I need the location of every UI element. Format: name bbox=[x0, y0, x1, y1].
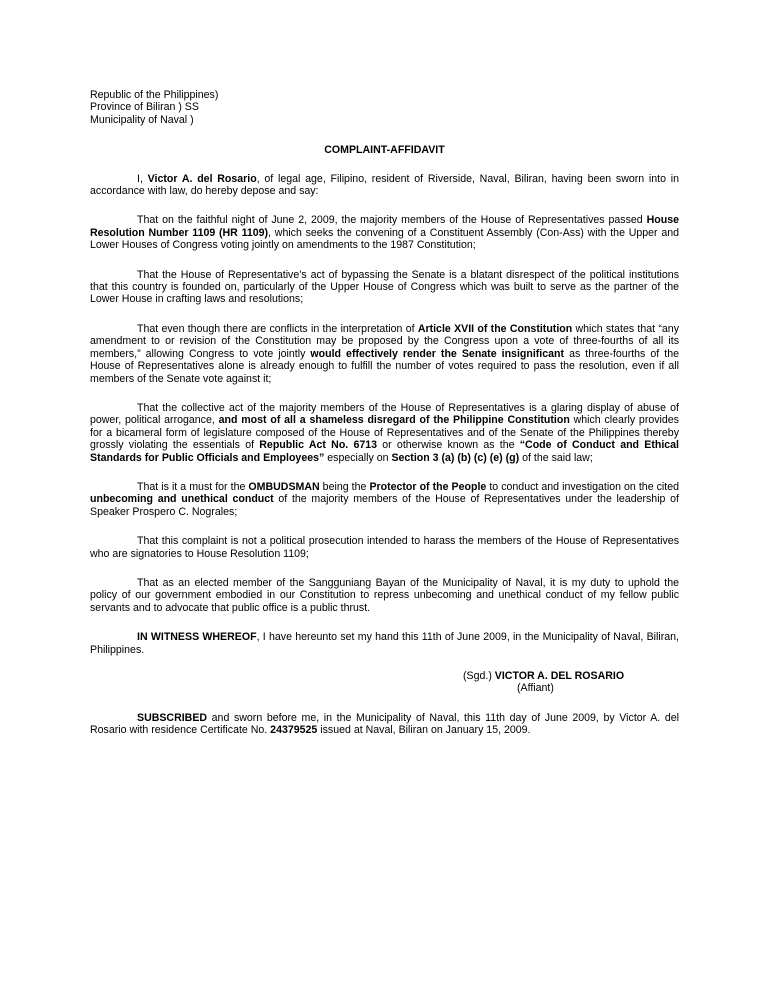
paragraph-subscribed: SUBSCRIBED and sworn before me, in the Municipality of Naval, this 11th day of June 2009, by Victor A. del Rosario with residence Certificate No. 24379525 issued at Naval, Biliran on January 15, 2009. bbox=[90, 711, 679, 737]
signature-block bbox=[463, 670, 679, 695]
venue-line-republic: Republic of the Philippines) bbox=[90, 89, 219, 101]
venue-line-province: Province of Biliran ) SS bbox=[90, 101, 199, 114]
document-title: COMPLAINT-AFFIDAVIT bbox=[324, 144, 445, 157]
venue-block bbox=[90, 89, 679, 126]
venue-line-municipality: Municipality of Naval ) bbox=[90, 113, 194, 126]
paragraph-not-political: That this complaint is not a political prosecution intended to harass the members of the House of Representatives who are signatories to House Resolution 1109; bbox=[90, 535, 679, 560]
paragraph-bypassing-senate: That the House of Representative’s act of bypassing the Senate is a blatant disrespect of the political institutions that this country is founded on, particularly of the Upper House of Congress which was built to serve as the partner of the Lower House in crafting laws and resolutions; bbox=[90, 268, 679, 306]
signature-name-line: (Sgd.) VICTOR A. DEL ROSARIO bbox=[463, 670, 625, 682]
paragraph-ombudsman: That is it a must for the OMBUDSMAN being the Protector of the People to conduct and investigation on the cited unbecoming and unethical conduct of the majority members of the House of Representatives under the leadership of Speaker Prospero C. Nograles; bbox=[90, 480, 680, 518]
paragraph-affiant-intro: I, Victor A. del Rosario, of legal age, Filipino, resident of Riverside, Naval, Biliran, having been sworn into in accordance with law, do hereby depose and say: bbox=[90, 172, 679, 198]
paragraph-abuse-of-power: That the collective act of the majority members of the House of Representatives is a glaring display of abuse of power, political arrogance, and most of all a shameless disregard of the Philippine Constitution which clearly provides for a bicameral form of legislature composed of the House of Representatives and of the Senate of the Philippines thereby grossly violating the essentials of Republic Act No. 6713 or otherwise known as the “Code of Conduct and Ethical Standards for Public Officials and Employees” especially on Section 3 (a) (b) (c) (e) (g) of the said law; bbox=[90, 401, 679, 464]
paragraph-article-xvii: That even though there are conflicts in the interpretation of Article XVII of the Constitution which states that “any amendment to or revision of the Constitution may be proposed by the Congress upon a vote of three-fourths of all its members,” allowing Congress to vote jointly would effectively render the Senate insignificant as three-fourths of the House of Representatives alone is already enough to fulfill the number of votes required to pass the resolution, even if all members of the Senate vote against it; bbox=[90, 322, 679, 385]
affidavit-page bbox=[90, 89, 679, 754]
paragraph-hr-1109: That on the faithful night of June 2, 2009, the majority members of the House of Representatives passed House Resolution Number 1109 (HR 1109), which seeks the convening of a Constituent Assembly (Con-Ass) with the Upper and Lower Houses of Congress voting jointly on amendments to the 1987 Constitution; bbox=[90, 214, 679, 252]
paragraph-duty-to-uphold: That as an elected member of the Sangguniang Bayan of the Municipality of Naval, it is my duty to uphold the policy of our government embodied in our Constitution to repress unbecoming and unethical conduct of my fellow public servants and to advocate that public office is a public thrust. bbox=[90, 576, 679, 614]
signature-role: (Affiant) bbox=[517, 682, 554, 695]
paragraph-witness-whereof: IN WITNESS WHEREOF, I have hereunto set my hand this 11th of June 2009, in the Municipality of Naval, Biliran, Philippines. bbox=[90, 631, 679, 656]
